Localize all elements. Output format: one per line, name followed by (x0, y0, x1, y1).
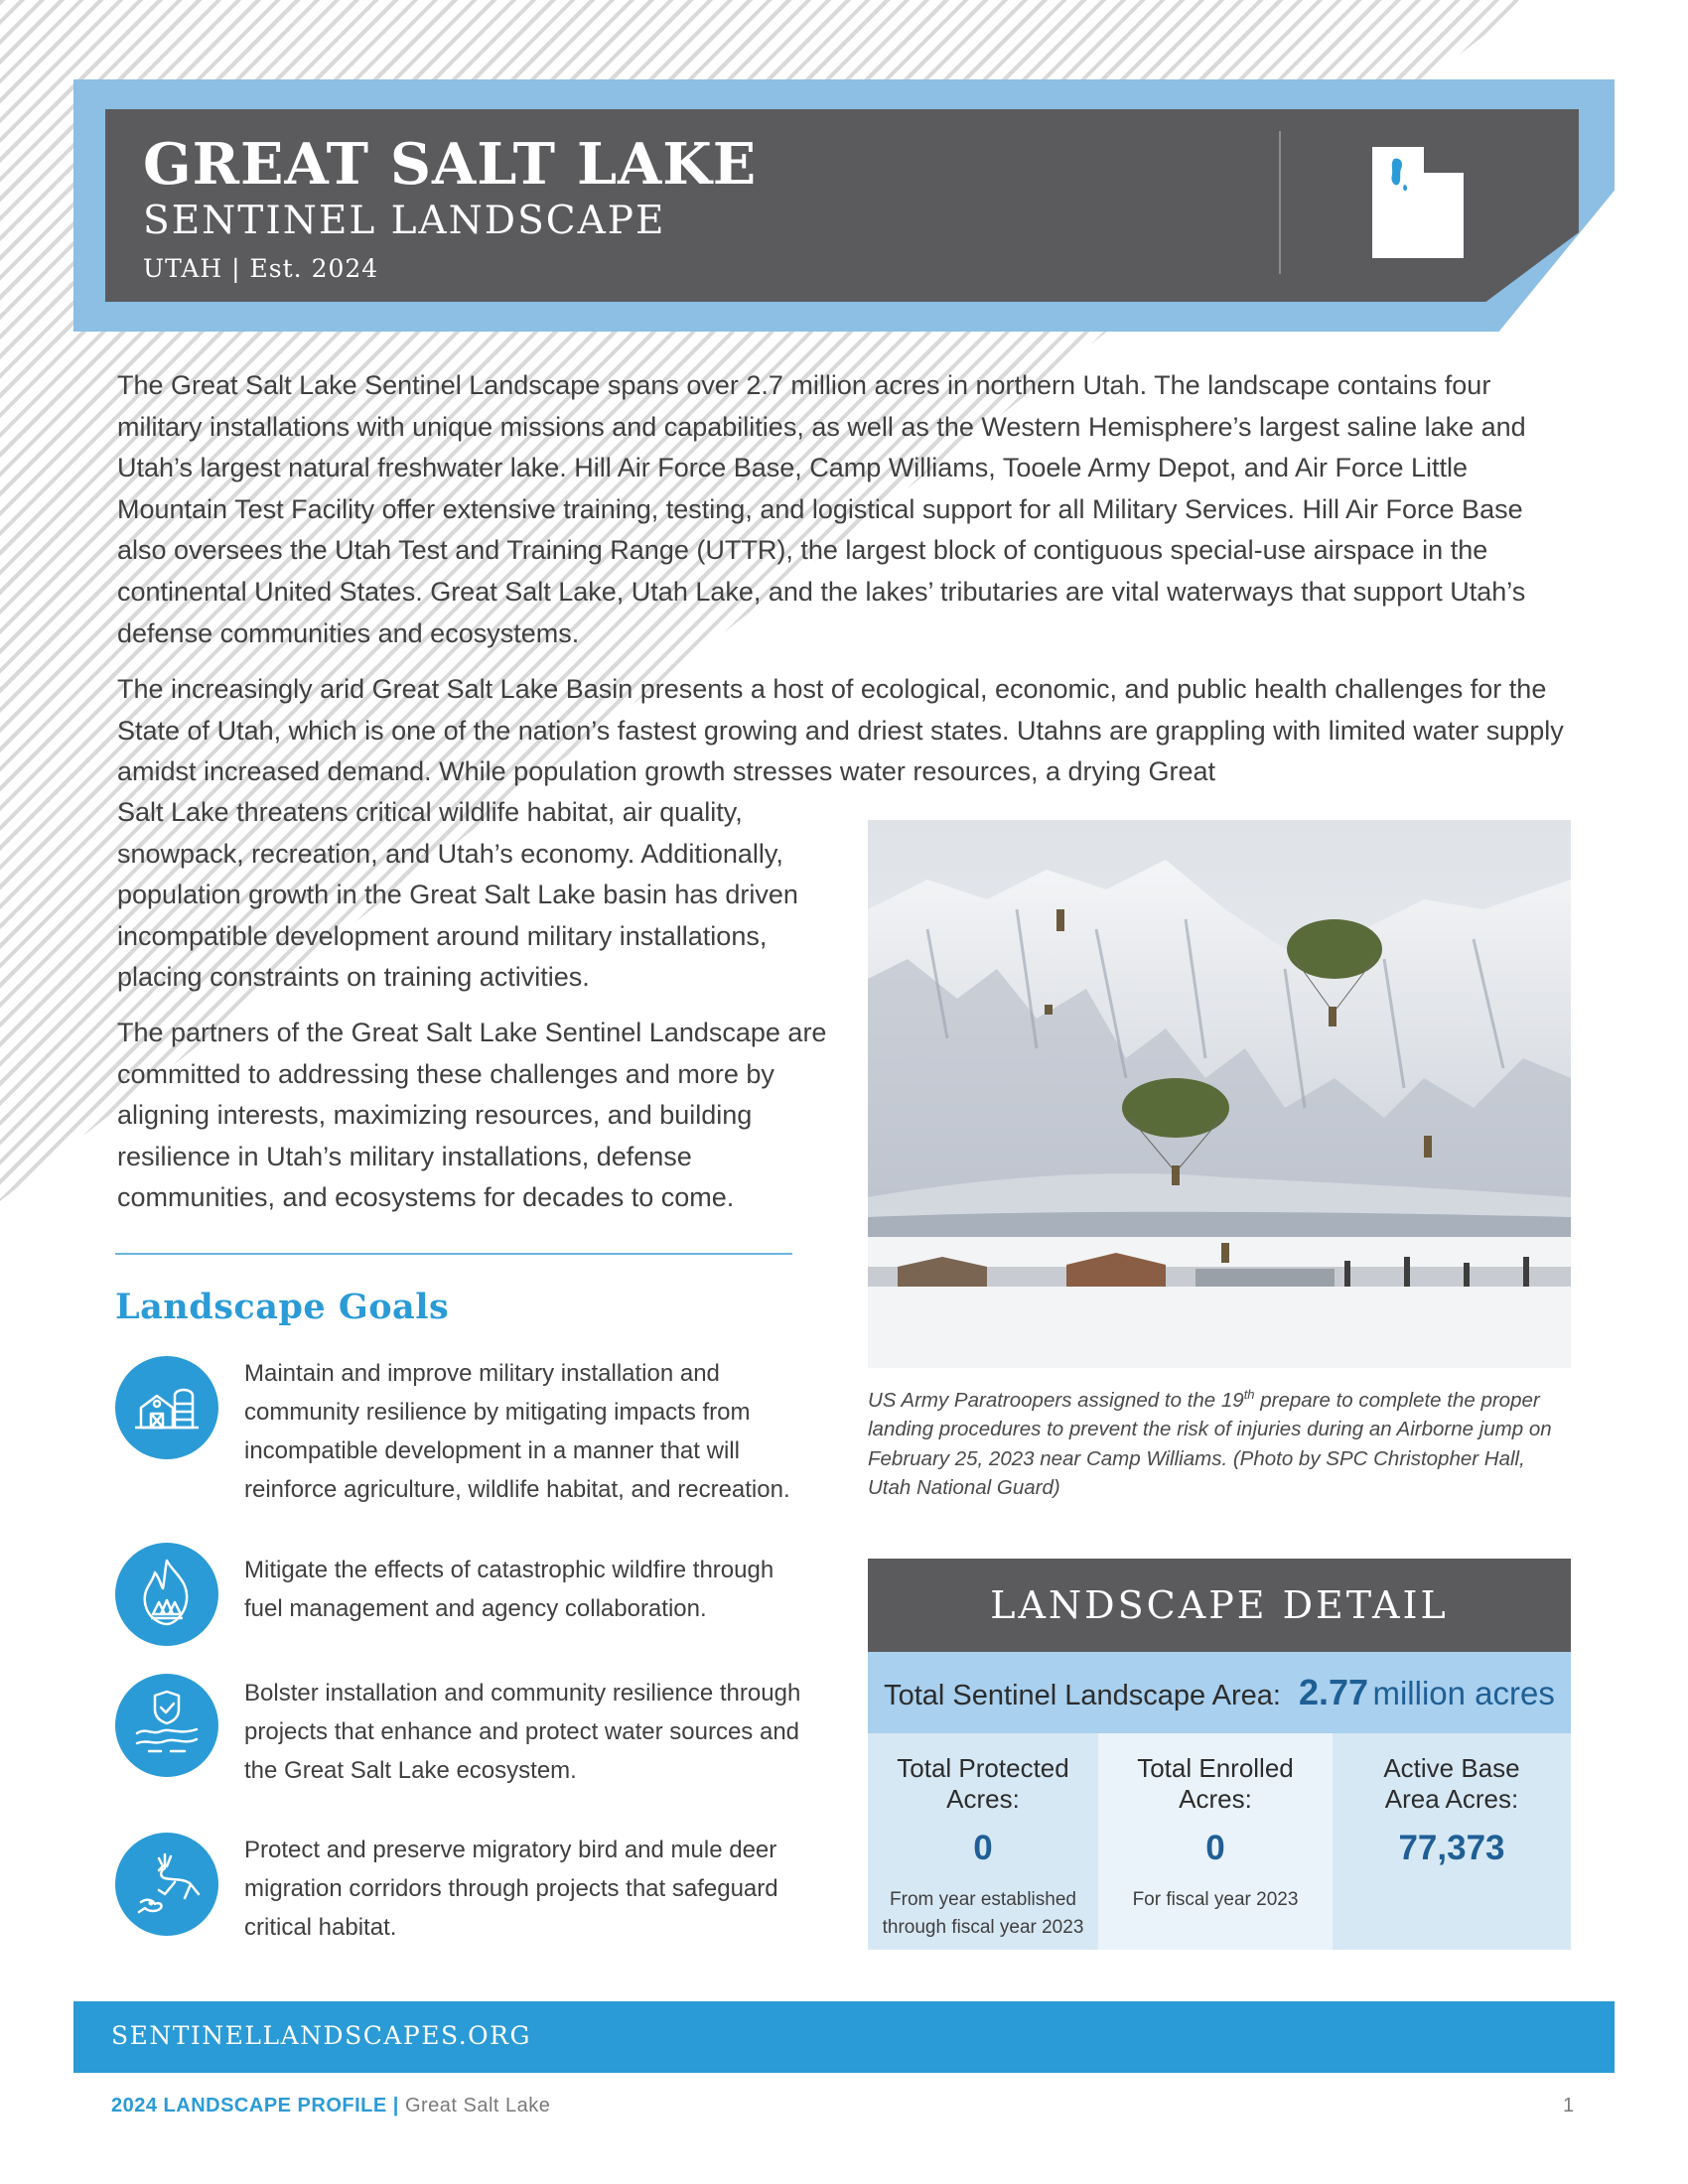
page-title: GREAT SALT LAKE (143, 131, 758, 198)
goal-text-2: Mitigate the effects of catastrophic wildfire through fuel management and agency collaboration. (244, 1557, 774, 1622)
landscape-detail-heading: LANDSCAPE DETAIL (868, 1559, 1571, 1652)
enrolled-acres-cell (1098, 1733, 1333, 1950)
page-number: 1 (1563, 2095, 1575, 2116)
total-area-value: 2.77 (1298, 1672, 1369, 1712)
deer-bird-icon (115, 1833, 218, 1936)
intro-paragraph-1: The Great Salt Lake Sentinel Landscape spans over 2.7 million acres in northern Utah. The landscape contains four military installations with unique missions and capabilities, as well as the Western Hemisphere’s largest saline lake and Utah’s largest natural freshwater lake. Hill Air Force Base, Camp Williams, Tooele Army Depot, and Air Force Little Mountain Test Facility offer extensive training, testing, and logistical support for all Military Services. Hill Air Force Base also oversees the Utah Test and Training Range (UTTR), the largest block of contiguous special-use airspace in the continental United States. Great Salt Lake, Utah Lake, and the lakes’ tributaries are vital waterways that support Utah’s defense communities and ecosystems. (117, 370, 1526, 648)
profile-footer: 2024 LANDSCAPE PROFILE | Great Salt Lake (111, 2095, 551, 2116)
intro-paragraph-2-continued: Salt Lake threatens critical wildlife habitat, air quality, snowpack, recreation, and Utah’s economy. Additionally, population growth in the Great Salt Lake basin has driven incompatible development around military installations, placing constraints on training activities. (117, 797, 798, 993)
water-shield-icon (115, 1674, 218, 1777)
protected-acres-label: Total Protected Acres: (897, 1753, 1069, 1814)
goals-heading: Landscape Goals (115, 1287, 450, 1327)
intro-paragraph-2: The increasingly arid Great Salt Lake Basin presents a host of ecological, economic, and public health challenges for the State of Utah, which is one of the nation’s fastest growing and driest states. Utahns are grappling with limited water supply amidst increased demand. While population growth stresses water resources, a drying Great (117, 674, 1564, 787)
active-base-acres-cell (1333, 1733, 1571, 1950)
wildfire-icon (115, 1543, 218, 1646)
photo-caption: US Army Paratroopers assigned to the 19th prepare to complete the proper landing procedures to prevent the risk of injuries during an Airborne jump on February 25, 2023 near Camp Williams. (Photo by SPC Christopher Hall, Utah National Guard) (868, 1387, 1552, 1500)
protected-acres-value: 0 (973, 1829, 993, 1867)
active-base-acres-label: Active Base Area Acres: (1383, 1753, 1520, 1814)
paratroopers-photo (868, 820, 1571, 1368)
total-area-label: Total Sentinel Landscape Area: (884, 1680, 1281, 1711)
intro-paragraph-3: The partners of the Great Salt Lake Sentinel Landscape are committed to addressing these challenges and more by aligning interests, maximizing resources, and building resilience in Utah’s military installations, defense communities, and ecosystems for decades to come. (117, 1018, 827, 1213)
banner-divider (1279, 131, 1281, 274)
goal-text-4: Protect and preserve migratory bird and mule deer migration corridors through projects that safeguard critical habitat. (244, 1837, 778, 1941)
active-base-acres-value: 77,373 (1398, 1829, 1505, 1867)
utah-state-map-icon (1370, 145, 1466, 260)
enrolled-acres-label: Total Enrolled Acres: (1137, 1753, 1294, 1814)
goal-text-1: Maintain and improve military installation and community resilience by mitigating impacts from incompatible development in a manner that will reinforce agriculture, wildlife habitat, and recreation. (244, 1360, 790, 1503)
total-area-row (868, 1652, 1571, 1733)
page-subtitle: SENTINEL LANDSCAPE (143, 199, 666, 243)
protected-acres-cell (868, 1733, 1098, 1950)
enrolled-acres-note: For fiscal year 2023 (1132, 1889, 1299, 1910)
enrolled-acres-value: 0 (1205, 1829, 1225, 1867)
section-divider (115, 1253, 792, 1255)
goal-text-3: Bolster installation and community resilience through projects that enhance and protect water sources and the Great Salt Lake ecosystem. (244, 1680, 801, 1784)
protected-acres-note: From year established through fiscal year 2023 (882, 1889, 1084, 1938)
farm-barn-icon (115, 1356, 218, 1459)
website-link[interactable]: SENTINELLANDSCAPES.ORG (111, 2021, 531, 2050)
state-and-year: UTAH | Est. 2024 (143, 254, 379, 283)
total-area-unit: million acres (1372, 1675, 1555, 1711)
